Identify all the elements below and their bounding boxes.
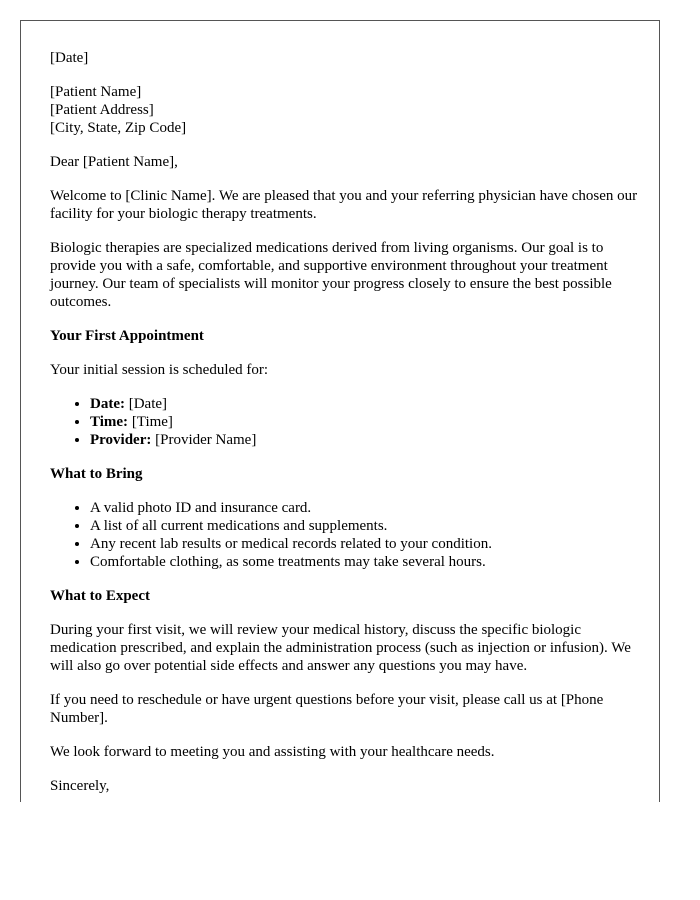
- item-value: [Date]: [124, 396, 168, 412]
- salutation: Dear [Patient Name],: [50, 154, 178, 170]
- welcome-paragraph: Welcome to [Clinic Name]. We are pleased that you and your referring physician have chosen our facility for your biologic therapy treatments.: [50, 188, 638, 222]
- appointment-details-list: [50, 395, 640, 449]
- appointment-time-item: [90, 413, 640, 431]
- item-label: Provider:: [90, 432, 152, 448]
- what-to-expect-paragraph: During your first visit, we will review your medical history, discuss the specific biologic medication prescribed, and explain the administration process (such as injection or infusion). We will also go over potential side effects and answer any questions you may have.: [50, 622, 631, 674]
- patient-address: [Patient Address]: [50, 102, 154, 118]
- what-to-expect-heading: What to Expect: [50, 588, 150, 604]
- patient-name: [Patient Name]: [50, 84, 142, 100]
- item-label: Date:: [90, 396, 125, 412]
- what-to-bring-heading: What to Bring: [50, 466, 143, 482]
- first-appointment-intro: Your initial session is scheduled for:: [50, 362, 269, 378]
- what-to-bring-list: [50, 499, 640, 571]
- first-appointment-heading: Your First Appointment: [50, 328, 204, 344]
- item-value: [Time]: [128, 414, 173, 430]
- appointment-provider-item: [90, 431, 640, 449]
- signoff: Sincerely,: [50, 778, 110, 794]
- item-value: [Provider Name]: [151, 432, 257, 448]
- city-state-zip: [City, State, Zip Code]: [50, 120, 187, 136]
- closing-paragraph: We look forward to meeting you and assisting with your healthcare needs.: [50, 744, 495, 760]
- list-item: • Comfortable clothing, as some treatments may take several hours.: [90, 553, 640, 571]
- letter-body: [50, 49, 640, 802]
- letter-date: [Date]: [50, 50, 89, 66]
- letter-page: [20, 20, 660, 802]
- biologic-paragraph: Biologic therapies are specialized medications derived from living organisms. Our goal is to provide you with a safe, comfortable, and supportive environment throughout your treatment journey. Our team of specialists will monitor your progress closely to ensure the best possible outcomes.: [50, 240, 612, 310]
- item-label: Time:: [90, 414, 129, 430]
- appointment-date-item: [90, 395, 640, 413]
- list-item: • A list of all current medications and supplements.: [90, 517, 640, 535]
- list-item: • Any recent lab results or medical records related to your condition.: [90, 535, 640, 553]
- list-item: • A valid photo ID and insurance card.: [90, 499, 640, 517]
- reschedule-paragraph: If you need to reschedule or have urgent questions before your visit, please call us at [Phone Number].: [50, 692, 604, 726]
- recipient-address: [50, 83, 640, 137]
